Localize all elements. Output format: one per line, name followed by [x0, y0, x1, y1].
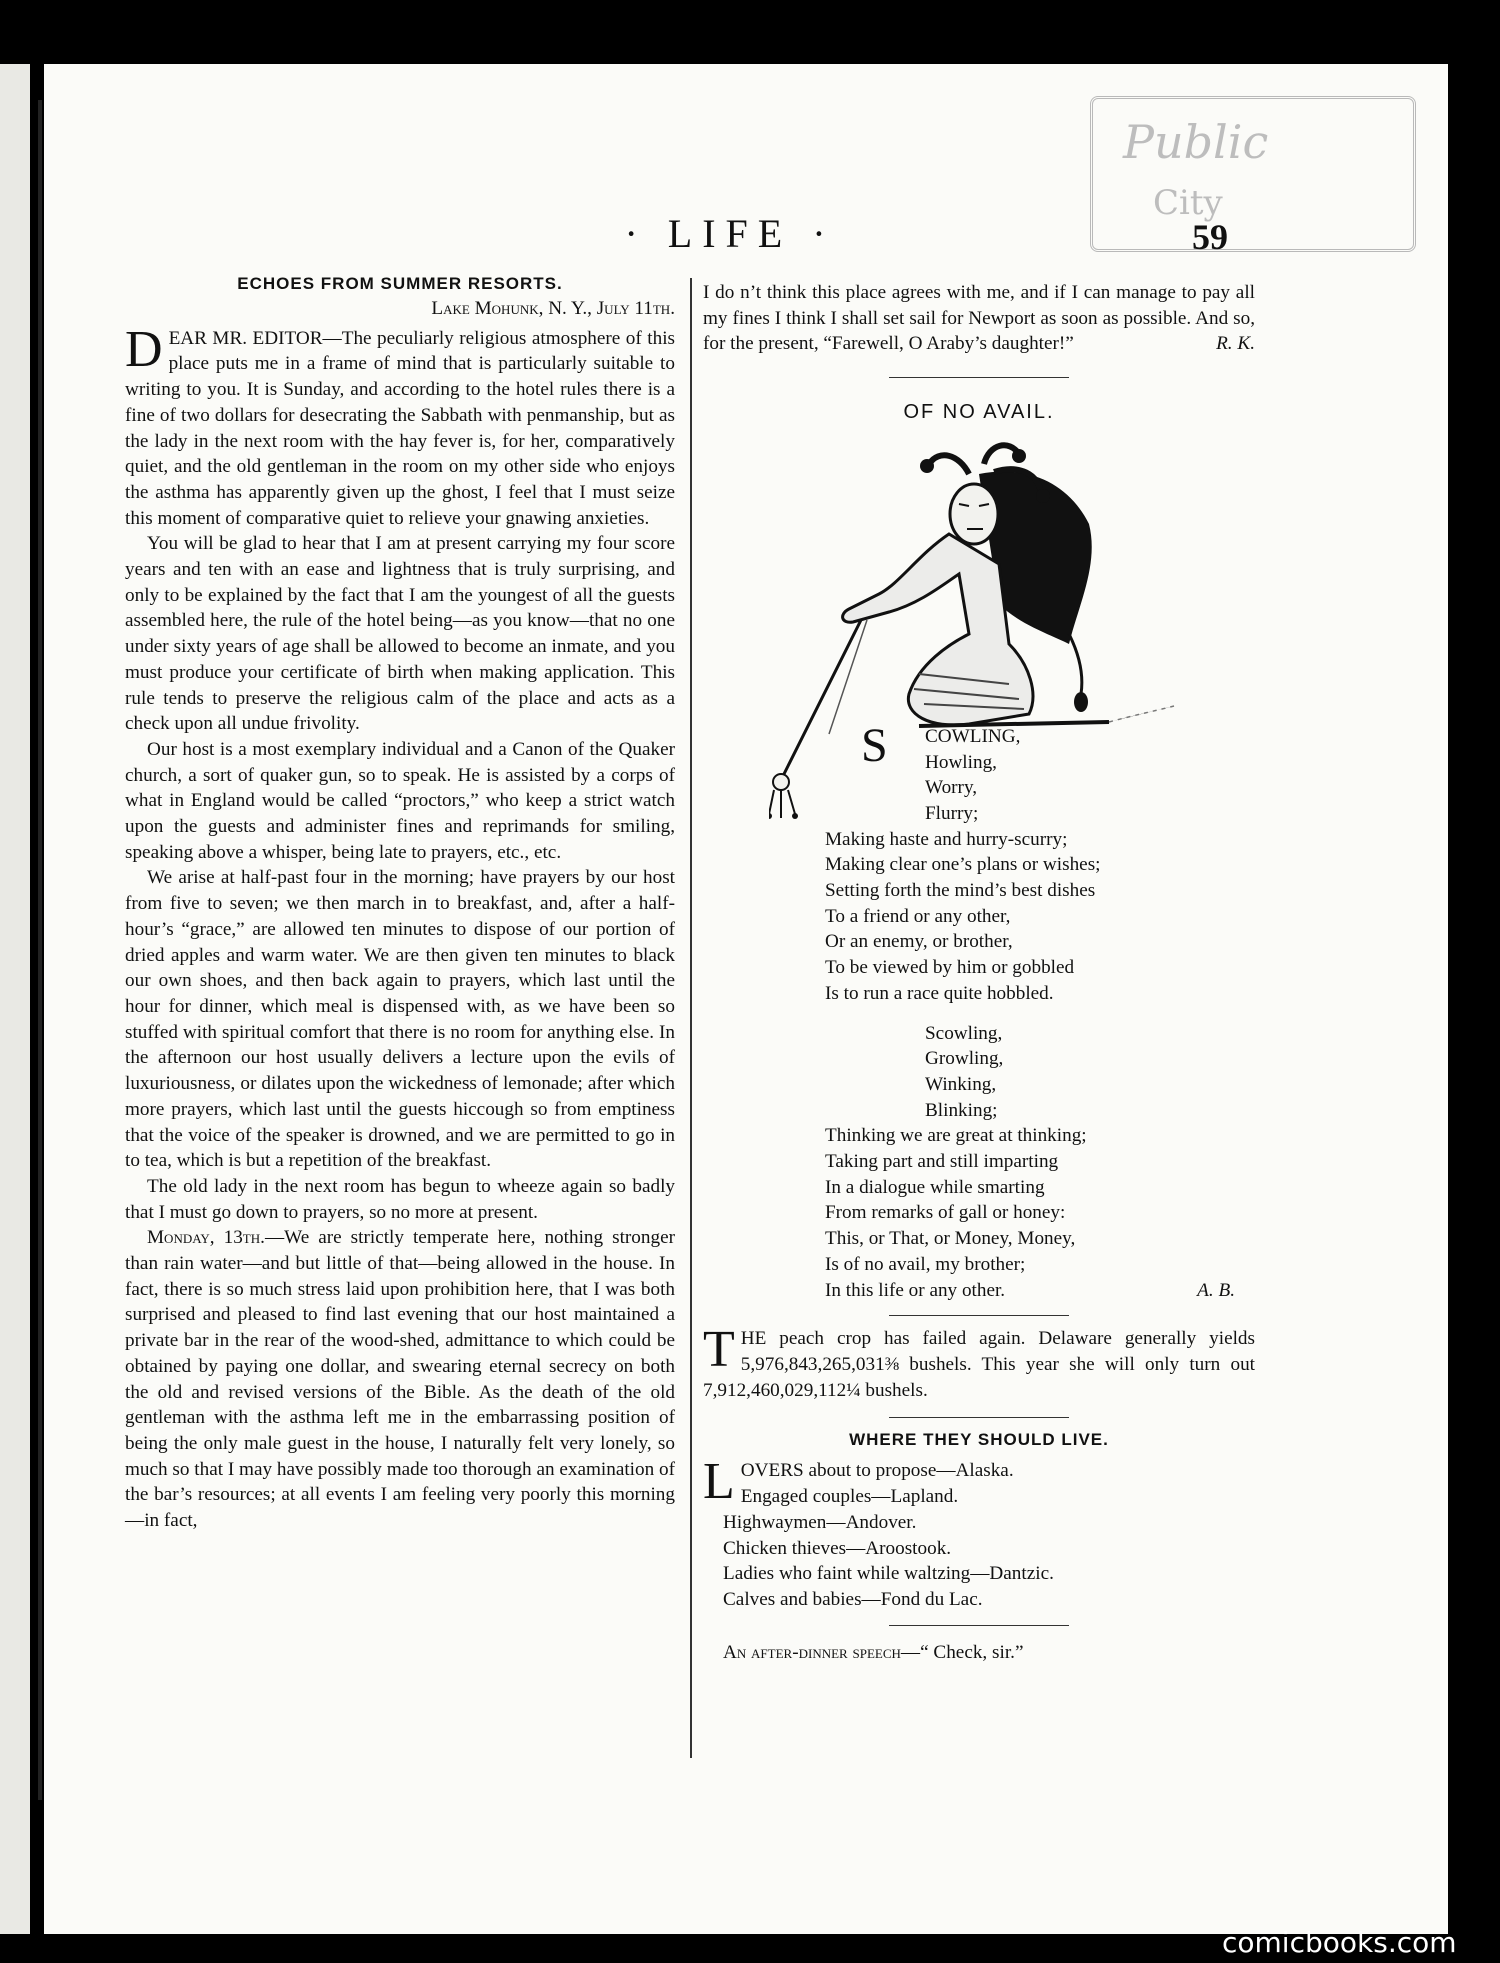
section-rule	[889, 1417, 1069, 1418]
paragraph-2: You will be glad to hear that I am at present carrying my four score years and ten with an ease and lightness that is truly surprising, and only to be explained by the fact that I am the youngest of all the guests assembled here, the rule of the hotel being—as you know—that no one under sixty years of age shall be allowed to become an inmate, and you must produce your certificate of birth when making application. This rule tends to preserve the religious calm of the place and acts as a check upon all undue frivolity.	[125, 533, 675, 735]
poem-line: From remarks of gall or honey:	[825, 1202, 1066, 1224]
paragraph-1	[125, 320, 675, 532]
poem-line: To a friend or any other,	[825, 905, 1011, 927]
poem-line: This, or That, or Money, Money,	[825, 1228, 1076, 1250]
poem-line: Growling,	[925, 1048, 1004, 1070]
poem-line: Blinking;	[925, 1099, 998, 1121]
drop-cap: L	[703, 1453, 735, 1511]
speech-lead: An after-dinner speech	[723, 1641, 901, 1663]
poem-line: Flurry;	[925, 802, 979, 824]
paragraph-4: We arise at half-past four in the morning; have prayers by our host from five to seven; we then march in to breakfast, and, after a half-hour’s “grace,” are allowed ten minutes to dispose of our portion of dried apples and warm water. We are then given ten minutes to black our own shoes, and then back again to prayers, which last until the hour for dinner, which meal is dispensed with, as we have been so stuffed with spiritual comfort that there is no room for anything else. In the afternoon our host usually delivers a lecture upon the evils of luxuriousness, or dilates upon the wickedness of lemonade; after which more prayers, which last until the guests hiccough so from emptiness that the voice of the speaker is drowned, and we are permitted to go in to tea, which is but a repetition of the breakfast.	[125, 867, 675, 1172]
live-line: Highwaymen—Andover.	[723, 1511, 917, 1533]
poem-line: Winking,	[925, 1073, 997, 1095]
poem-body	[825, 718, 1255, 1303]
dateline: Lake Mohunk, N. Y., July 11th.	[431, 298, 675, 319]
live-line: Engaged couples—Lapland.	[740, 1486, 959, 1508]
poem-line: Is to run a race quite hobbled.	[825, 982, 1054, 1004]
section-rule	[889, 377, 1069, 378]
left-column	[125, 272, 675, 1534]
page-number: 59	[1192, 217, 1228, 257]
signature: R. K.	[1216, 333, 1255, 355]
poem-line: Howling,	[925, 751, 997, 773]
poem-last-line: In this life or any other.	[825, 1279, 1006, 1301]
library-stamp	[1090, 96, 1416, 252]
poem-title: OF NO AVAIL.	[903, 401, 1055, 424]
poem-line	[825, 1278, 1255, 1304]
column-divider	[690, 278, 692, 1758]
section-rule	[889, 1625, 1069, 1626]
live-title: WHERE THEY SHOULD LIVE.	[849, 1430, 1109, 1450]
speech-text: —“ Check, sir.”	[900, 1641, 1024, 1663]
paragraph-text: EAR MR. EDITOR—The peculiarly religious atmosphere of this place puts me in a frame of mind that is particularly suitable to writing to you. It is Sunday, and according to the hotel rules there is a fine of two dollars for desecrating the Sabbath with penmanship, but as the lady in the next room with the hay fever is, for her, comparatively quiet, and the old gentleman in the room on my other side who enjoys the asthma has apparently given up the ghost, I feel that I must seize this moment of comparative quiet to relieve your gnawing anxieties.	[125, 327, 675, 529]
after-dinner-speech	[703, 1640, 1255, 1666]
peach-paragraph	[703, 1321, 1255, 1403]
continuation-text: I do n’t think this place agrees with me, and if I can manage to pay all my fines I think I shall set sail for Newport as soon as possible. And so, for the present, “Farewell, O Araby’s daughter!”	[703, 282, 1255, 355]
poem-line: Thinking we are great at thinking;	[825, 1125, 1087, 1147]
binding-gutter	[38, 100, 42, 1800]
poem-line: Worry,	[925, 777, 978, 799]
poem-line: In a dialogue while smarting	[825, 1176, 1045, 1198]
drop-cap: S	[861, 718, 888, 772]
stamp-text-1: Public	[1123, 115, 1269, 169]
poem-signature: A. B.	[1197, 1279, 1235, 1301]
poem-line: Scowling,	[925, 1022, 1003, 1044]
poem-line: Or an enemy, or brother,	[825, 931, 1013, 953]
live-line: Chicken thieves—Aroostook.	[723, 1537, 952, 1559]
paragraph-6	[125, 1225, 675, 1533]
stamp-text-2: City	[1153, 183, 1223, 223]
poem-line: Making clear one’s plans or wishes;	[825, 854, 1101, 876]
poem-line: Is of no avail, my brother;	[825, 1253, 1026, 1275]
peach-text: HE peach crop has failed again. Delaware generally yields 5,976,843,265,031⅜ bushels. This year she will only turn out 7,912,460,029,112¼ bushels.	[703, 1328, 1255, 1401]
watermark: comicbooks.com	[1222, 1926, 1457, 1959]
paragraph-5: The old lady in the next room has begun to wheeze again so badly that I must go down to prayers, so no more at present.	[125, 1175, 675, 1223]
left-page-edge	[0, 64, 30, 1934]
drop-cap: T	[703, 1321, 735, 1379]
poem-line: Making haste and hurry-scurry;	[825, 828, 1068, 850]
masthead: · LIFE ·	[624, 211, 836, 256]
live-first-text: OVERS about to propose—Alaska.	[740, 1460, 1014, 1482]
poem-line: Setting forth the mind’s best dishes	[825, 880, 1096, 902]
article-title: ECHOES FROM SUMMER RESORTS.	[237, 274, 563, 293]
drop-cap: D	[125, 320, 163, 378]
live-line: Calves and babies—Fond du Lac.	[723, 1588, 983, 1610]
poem-line: To be viewed by him or gobbled	[825, 957, 1075, 979]
paragraph-text: —We are strictly temperate here, nothing stronger than rain water—and but little of that—being allowed in the house. In fact, there is so much stress laid upon prohibition here, that I was both surprised and pleased to find last evening that our host maintained a private bar in the rear of the wood-shed, admittance to which could be obtained by paying one dollar, and swearing eternal secrecy on both the old and revised versions of the Bible. As the death of the old gentleman with the asthma left me in the embarrassing position of being the only male guest in the house, I naturally felt very lonely, so much so that I may have possibly made too thorough an examination of the bar’s resources; at all events I am feeling very poorly this morning—in fact,	[125, 1227, 675, 1532]
section-rule	[889, 1315, 1069, 1316]
paragraph-lead: Monday, 13th.	[147, 1227, 265, 1249]
paragraph-3: Our host is a most exemplary individual and a Canon of the Quaker church, a sort of quaker gun, so to speak. He is assisted by a corps of what in England would be called “proctors,” who keep a strict watch upon the guests and administer fines and reprimands for smiling, speaking above a whisper, being late to prayers, etc., etc.	[125, 738, 675, 863]
live-line: Ladies who faint while waltzing—Dantzic.	[723, 1563, 1054, 1585]
right-column	[703, 280, 1255, 1665]
poem-line: Taking part and still imparting	[825, 1151, 1059, 1173]
poem-first-line: COWLING,	[925, 725, 1021, 747]
article-continuation	[703, 280, 1255, 357]
